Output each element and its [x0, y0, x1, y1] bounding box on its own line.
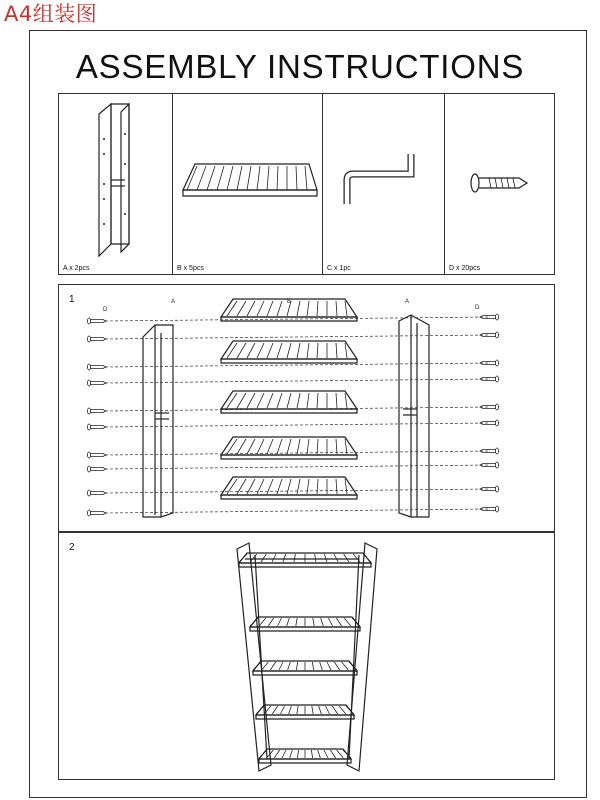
- side-frame-drawing: [59, 94, 173, 276]
- screw: [88, 318, 107, 324]
- part-cell-key: [323, 94, 445, 274]
- exploded-shelf: [221, 477, 357, 499]
- assembled-shelf: [259, 749, 351, 763]
- step-number-1: 1: [69, 294, 75, 305]
- assembled-shelf: [253, 661, 357, 675]
- assembled-shelf: [239, 553, 371, 567]
- part-cell-shelf: [173, 94, 323, 274]
- step-number-2: 2: [69, 542, 75, 553]
- exploded-shelf: [221, 437, 357, 459]
- screw: [88, 452, 107, 458]
- step1-panel: [58, 284, 555, 532]
- screw: [88, 466, 107, 472]
- label-screw-left: D: [103, 307, 108, 313]
- assembled-shelf-drawing: [59, 533, 556, 781]
- part-cell-frame: [59, 94, 173, 274]
- step1-exploded-drawing: [59, 285, 556, 533]
- part-cell-screw: [445, 94, 556, 274]
- part-caption-frame: A x 2pcs: [63, 265, 90, 272]
- parts-panel: [58, 93, 555, 275]
- screw: [88, 490, 107, 496]
- label-shelf: B: [287, 299, 292, 305]
- sheet-corner-label: A4组装图: [4, 2, 98, 26]
- screw: [88, 424, 107, 430]
- left-side-frame: [143, 325, 173, 517]
- step2-panel: [58, 532, 555, 780]
- exploded-shelf: [221, 341, 357, 363]
- assembled-shelf: [250, 617, 360, 631]
- screw: [88, 336, 107, 342]
- label-frame-right: A: [405, 299, 410, 305]
- screw-drawing: [445, 94, 556, 276]
- screw: [88, 364, 107, 370]
- shelf-drawing: [173, 94, 323, 276]
- page-title: ASSEMBLY INSTRUCTIONS: [75, 48, 525, 85]
- screw: [88, 510, 107, 516]
- part-caption-shelf: B x 5pcs: [177, 265, 204, 272]
- allen-key-drawing: [323, 94, 445, 276]
- screw: [88, 408, 107, 414]
- part-caption-key: C x 1pc: [327, 265, 351, 272]
- part-caption-screw: D x 20pcs: [449, 265, 481, 272]
- label-frame-left: A: [171, 299, 176, 305]
- right-side-frame: [399, 315, 429, 517]
- label-screw-right: D: [475, 305, 480, 311]
- screw: [88, 380, 107, 386]
- assembled-shelf: [256, 705, 354, 719]
